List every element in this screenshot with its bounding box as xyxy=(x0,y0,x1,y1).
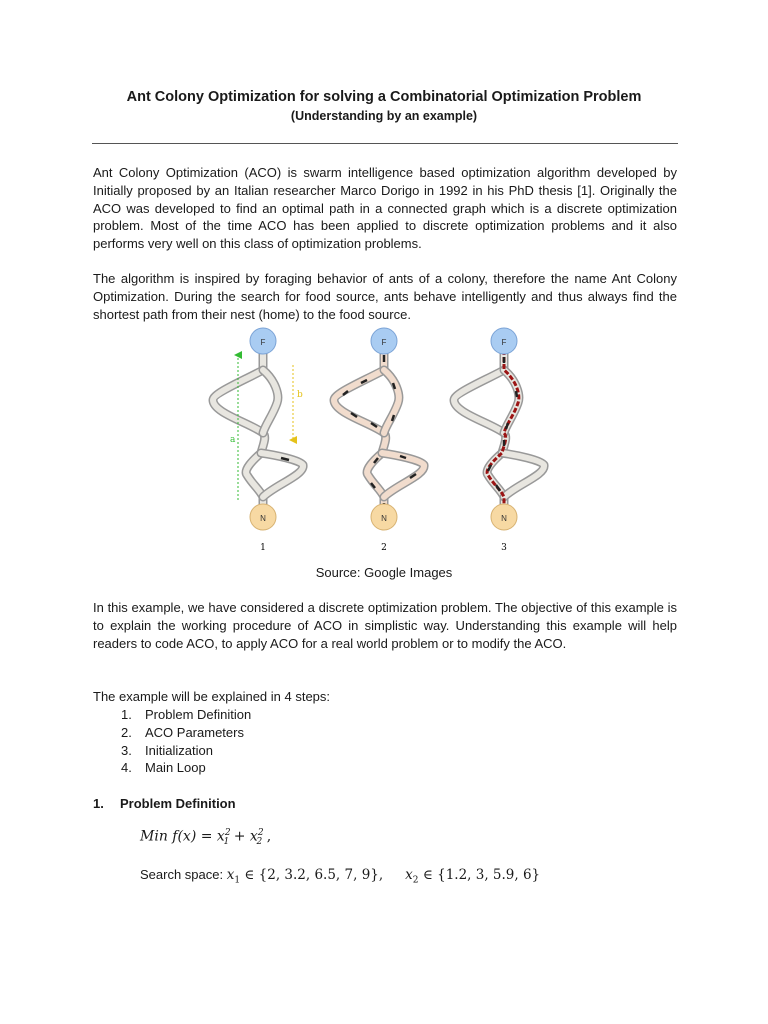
title-divider xyxy=(92,143,678,144)
panel-label-2: 2 xyxy=(381,543,387,553)
path-network-2 xyxy=(334,347,424,515)
path-network-3 xyxy=(454,347,544,515)
panel-1 xyxy=(213,328,303,553)
figure-caption: Source: Google Images xyxy=(315,565,453,580)
path-label-a: a xyxy=(230,435,236,445)
list-item: 3. Initialization xyxy=(121,742,213,758)
nest-label-2: N xyxy=(381,514,387,523)
panel-label-3: 3 xyxy=(501,543,507,553)
path-label-b: b xyxy=(297,390,303,400)
intro-paragraph: Ant Colony Optimization (ACO) is swarm intelligence based optimization algorithm developed by Initially proposed by an Italian researcher Marco Dorigo in 1992 in his PhD thesis [1]. Originally the ACO was developed to find an optimal path in a connected graph which is a discrete optimization problem. Most of the time ACO has been applied to discrete optimization problems and it also performs very well on this class of optimization problems. xyxy=(93,165,677,252)
steps-intro: The example will be explained in 4 steps: xyxy=(93,689,331,704)
inspiration-paragraph: The algorithm is inspired by foraging behavior of ants of a colony, therefore the name Ant Colony Optimization. During the search for food source, ants behave intelligently and thus always find the shortest path from their nest (home) to the food source. xyxy=(93,271,677,322)
ant-colony-figure xyxy=(195,325,575,560)
section-heading-problem-definition: 1. Problem Definition xyxy=(93,796,236,811)
list-item: 1. Problem Definition xyxy=(121,707,252,722)
food-label-2: F xyxy=(381,338,387,347)
search-space: Search space: $x_1$ ∈ {2, 3.2, 6.5, 7, 9}, $x_2$ ∈ {1.2, 3, 5.9, 6} xyxy=(140,867,541,886)
document-title: Ant Colony Optimization for solving a Combinatorial Optimization Problem xyxy=(126,89,642,105)
nest-label-1: N xyxy=(260,514,266,523)
document-subtitle: (Understanding by an example) xyxy=(290,109,478,123)
panel-label-1: 1 xyxy=(260,543,266,553)
panel-2 xyxy=(334,328,424,553)
food-label-1: F xyxy=(260,338,266,347)
example-paragraph: In this example, we have considered a discrete optimization problem. The objective of this example is to explain the working procedure of ACO in simplistic way. Understanding this example will help readers to code ACO, to apply ACO for a real world problem or to modify the ACO. xyxy=(93,600,677,651)
panel-3 xyxy=(454,328,544,553)
list-item: 2. ACO Parameters xyxy=(121,724,244,740)
list-item: 4. Main Loop xyxy=(121,760,206,776)
objective-formula: Min $f(x) = x^2_1 + x^2_2$ , xyxy=(140,828,272,848)
nest-label-3: N xyxy=(501,514,507,523)
path-network-1 xyxy=(213,347,303,515)
steps-list xyxy=(121,706,251,777)
food-label-3: F xyxy=(501,338,507,347)
